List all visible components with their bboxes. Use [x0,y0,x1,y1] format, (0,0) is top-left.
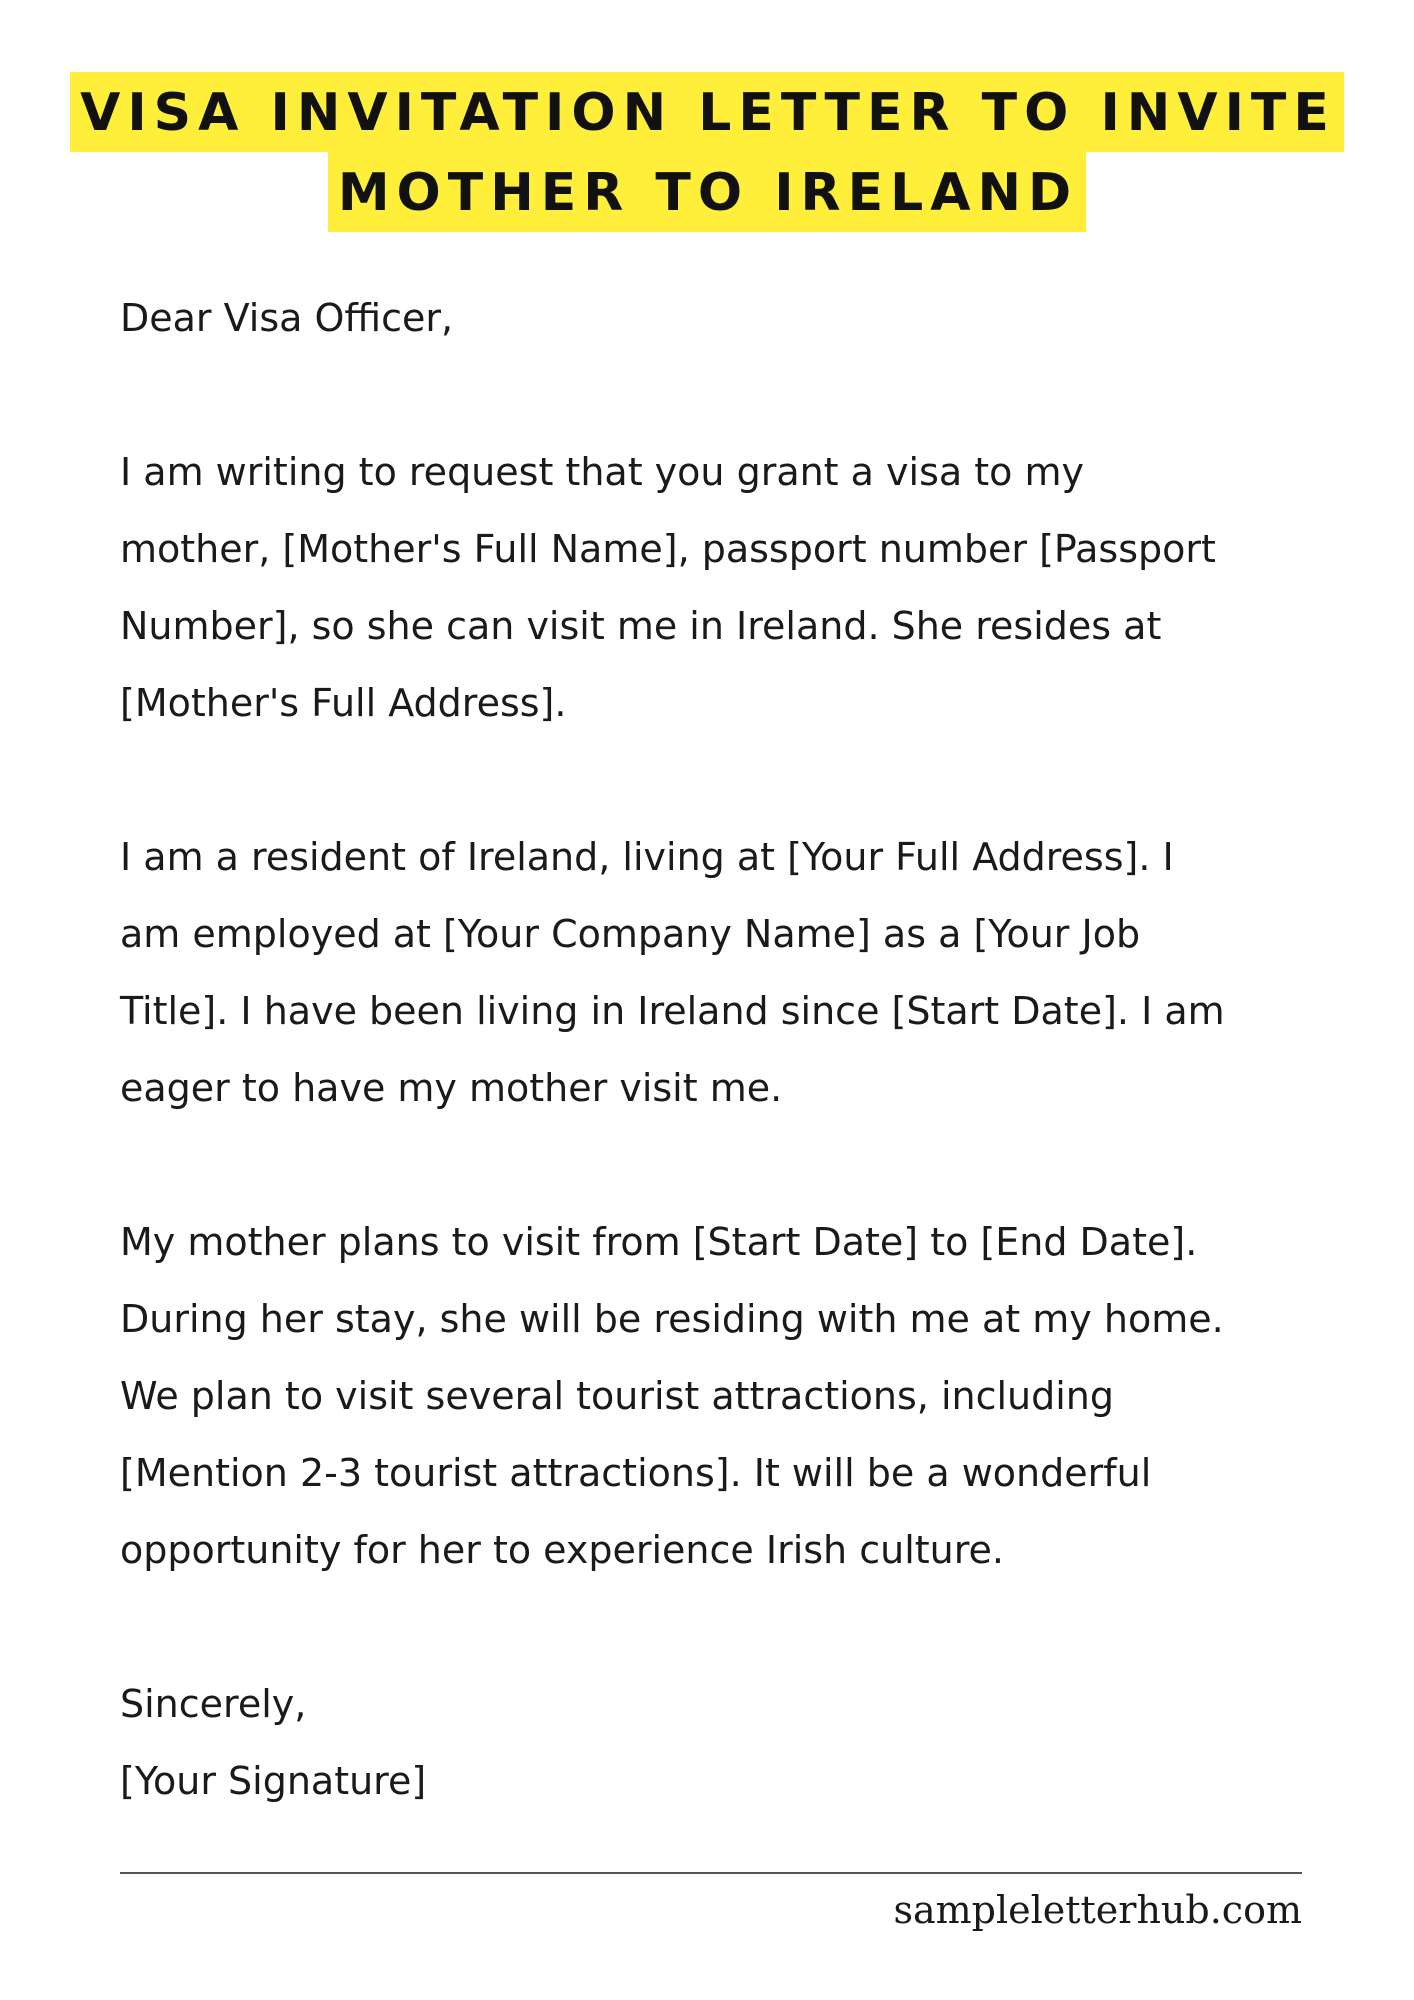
title-line-2: MOTHER TO IRELAND [328,152,1086,232]
letter-body [120,280,1370,1820]
paragraph-line: mother, [Mother's Full Name], passport number [Passport [120,527,1216,571]
paragraph-line: [Mention 2-3 tourist attractions]. It will be a wonderful [120,1451,1152,1495]
paragraph-line: We plan to visit several tourist attractions, including [120,1374,1115,1418]
paragraph-line: I am writing to request that you grant a visa to my [120,450,1084,494]
signature: [Your Signature] [120,1759,427,1803]
paragraph-2 [120,819,1370,1127]
paragraph-line: Title]. I have been living in Ireland since [Start Date]. I am [120,989,1225,1033]
paragraph-line: eager to have my mother visit me. [120,1066,783,1110]
closing: Sincerely, [120,1682,307,1726]
paragraph-line: I am a resident of Ireland, living at [Your Full Address]. I [120,835,1174,879]
paragraph-line: opportunity for her to experience Irish culture. [120,1528,1004,1572]
paragraph-1 [120,434,1370,742]
paragraph-line: My mother plans to visit from [Start Date] to [End Date]. [120,1220,1198,1264]
paragraph-gap [120,742,1370,819]
paragraph-gap [120,1589,1370,1666]
salutation: Dear Visa Officer, [120,296,454,340]
footer-divider [120,1872,1302,1874]
paragraph-gap [120,1127,1370,1204]
paragraph-line: am employed at [Your Company Name] as a [Your Job [120,912,1141,956]
site-name: sampleletterhub.com [893,1888,1302,1932]
paragraph-line: During her stay, she will be residing with me at my home. [120,1297,1224,1341]
paragraph-3 [120,1204,1370,1589]
paragraph-gap [120,357,1370,434]
paragraph-line: Number], so she can visit me in Ireland. She resides at [120,604,1162,648]
letter-title [0,72,1414,232]
paragraph-line: [Mother's Full Address]. [120,681,567,725]
title-line-1: VISA INVITATION LETTER TO INVITE [70,72,1344,152]
